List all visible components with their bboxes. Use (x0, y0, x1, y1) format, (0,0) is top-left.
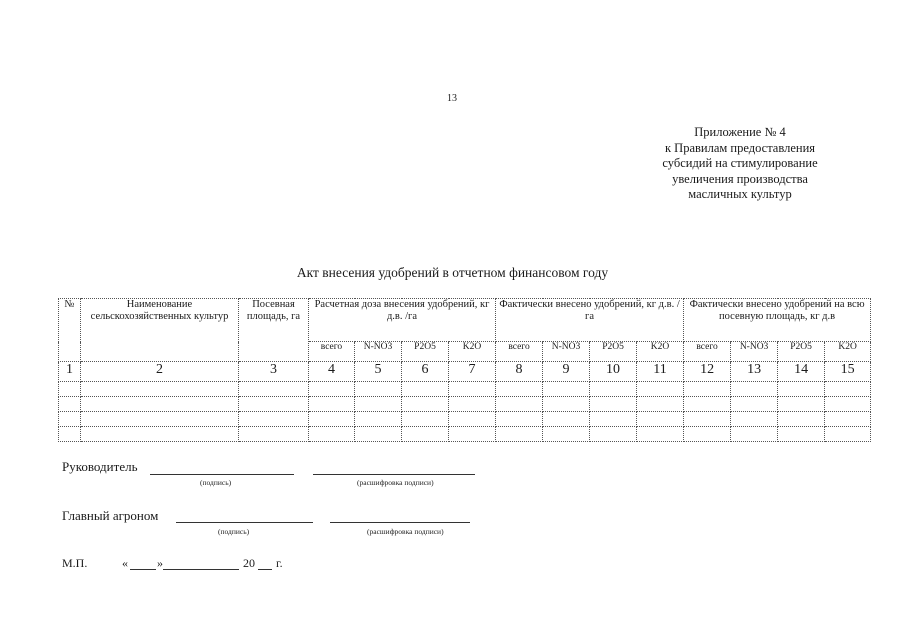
empty-cell[interactable] (449, 382, 496, 397)
column-number: 14 (778, 362, 825, 382)
appendix-line: субсидий на стимулирование (662, 156, 818, 170)
column-number: 3 (239, 362, 309, 382)
column-number: 15 (825, 362, 871, 382)
header-crop-name: Наименование сельскохозяйственных культур (81, 299, 239, 362)
subheader-cell: K2O (825, 342, 871, 362)
empty-cell[interactable] (637, 382, 684, 397)
date-quote-open: « (122, 556, 128, 570)
empty-cell[interactable] (637, 427, 684, 442)
date-month-line[interactable] (163, 569, 239, 570)
table-row (59, 427, 871, 442)
agronomist-label: Главный агроном (62, 508, 159, 523)
empty-cell[interactable] (731, 397, 778, 412)
column-number: 13 (731, 362, 778, 382)
appendix-line: Приложение № 4 (694, 125, 786, 139)
column-number: 7 (449, 362, 496, 382)
empty-cell[interactable] (684, 427, 731, 442)
empty-cell[interactable] (81, 382, 239, 397)
manager-name-line[interactable] (313, 474, 475, 475)
empty-cell[interactable] (59, 427, 81, 442)
manager-name-caption: (расшифровка подписи) (357, 478, 434, 487)
empty-cell[interactable] (309, 382, 355, 397)
header-calculated-dose: Расчетная доза внесения удобрений, кг д.в. /га (309, 299, 496, 342)
seal-label: М.П. (62, 556, 88, 570)
manager-sign-caption: (подпись) (200, 478, 232, 487)
empty-cell[interactable] (778, 382, 825, 397)
column-number: 1 (59, 362, 81, 382)
empty-cell[interactable] (355, 412, 402, 427)
empty-cell[interactable] (449, 412, 496, 427)
empty-cell[interactable] (825, 412, 871, 427)
empty-cell[interactable] (81, 412, 239, 427)
empty-cell[interactable] (239, 412, 309, 427)
empty-cell[interactable] (590, 427, 637, 442)
column-number: 10 (590, 362, 637, 382)
empty-cell[interactable] (402, 412, 449, 427)
date-quote-close: » (157, 556, 163, 570)
empty-cell[interactable] (684, 397, 731, 412)
empty-cell[interactable] (543, 397, 590, 412)
empty-cell[interactable] (239, 397, 309, 412)
empty-cell[interactable] (402, 427, 449, 442)
empty-cell[interactable] (402, 382, 449, 397)
column-number-row (59, 362, 871, 382)
subheader-cell: N-NO3 (355, 342, 402, 362)
empty-cell[interactable] (496, 397, 543, 412)
empty-cell[interactable] (731, 412, 778, 427)
act-title: Акт внесения удобрений в отчетном финансовом году (296, 265, 609, 280)
subheader-cell: P2O5 (402, 342, 449, 362)
subheader-cell: всего (496, 342, 543, 362)
empty-cell[interactable] (59, 412, 81, 427)
date-year-line[interactable] (258, 569, 272, 570)
subheader-cell: K2O (449, 342, 496, 362)
subheader-cell: K2O (637, 342, 684, 362)
empty-cell[interactable] (778, 412, 825, 427)
column-number: 2 (81, 362, 239, 382)
date-year-suffix: г. (276, 556, 283, 570)
empty-cell[interactable] (496, 382, 543, 397)
empty-cell[interactable] (309, 412, 355, 427)
empty-cell[interactable] (825, 382, 871, 397)
column-number: 5 (355, 362, 402, 382)
manager-signature-line[interactable] (150, 474, 294, 475)
agronomist-name-line[interactable] (330, 522, 470, 523)
empty-cell[interactable] (59, 397, 81, 412)
empty-cell[interactable] (309, 427, 355, 442)
empty-cell[interactable] (590, 412, 637, 427)
date-year-prefix: 20 (243, 556, 255, 570)
header-actual-total: Фактически внесено удобрений на всю посевную площадь, кг д.в (684, 299, 871, 342)
empty-cell[interactable] (309, 397, 355, 412)
empty-cell[interactable] (59, 382, 81, 397)
empty-cell[interactable] (590, 382, 637, 397)
agronomist-signature-line[interactable] (176, 522, 313, 523)
subheader-cell: всего (684, 342, 731, 362)
empty-cell[interactable] (239, 427, 309, 442)
fertilizer-table (58, 298, 871, 442)
empty-cell[interactable] (543, 382, 590, 397)
empty-cell[interactable] (778, 427, 825, 442)
subheader-cell: всего (309, 342, 355, 362)
appendix-heading (630, 125, 850, 203)
empty-cell[interactable] (355, 427, 402, 442)
empty-cell[interactable] (355, 397, 402, 412)
table-row (59, 412, 871, 427)
appendix-line: увеличения производства (672, 171, 808, 186)
manager-label: Руководитель (62, 459, 138, 474)
appendix-line: масличных культур (688, 187, 792, 201)
column-number: 9 (543, 362, 590, 382)
header-no: № (59, 299, 81, 362)
agronomist-name-caption: (расшифровка подписи) (367, 527, 444, 536)
table-row (59, 382, 871, 397)
header-actual-applied: Фактически внесено удобрений, кг д.в. /га (496, 299, 684, 342)
empty-cell[interactable] (543, 412, 590, 427)
agronomist-sign-caption: (подпись) (218, 527, 250, 536)
table-row (59, 397, 871, 412)
empty-cell[interactable] (496, 427, 543, 442)
subheader-cell: P2O5 (778, 342, 825, 362)
empty-cell[interactable] (402, 397, 449, 412)
empty-cell[interactable] (449, 397, 496, 412)
empty-cell[interactable] (81, 397, 239, 412)
empty-cell[interactable] (637, 412, 684, 427)
column-number: 8 (496, 362, 543, 382)
column-number: 12 (684, 362, 731, 382)
empty-cell[interactable] (731, 382, 778, 397)
column-number: 11 (637, 362, 684, 382)
appendix-line: к Правилам предоставления (664, 140, 816, 155)
empty-cell[interactable] (637, 397, 684, 412)
empty-cell[interactable] (731, 427, 778, 442)
empty-cell[interactable] (239, 382, 309, 397)
empty-cell[interactable] (590, 397, 637, 412)
empty-cell[interactable] (496, 412, 543, 427)
column-number: 4 (309, 362, 355, 382)
empty-cell[interactable] (543, 427, 590, 442)
empty-cell[interactable] (684, 382, 731, 397)
subheader-cell: N-NO3 (731, 342, 778, 362)
empty-cell[interactable] (684, 412, 731, 427)
header-sown-area: Посевная площадь, га (239, 299, 309, 362)
column-number: 6 (402, 362, 449, 382)
page-number: 13 (447, 93, 457, 104)
empty-cell[interactable] (825, 397, 871, 412)
empty-cell[interactable] (355, 382, 402, 397)
date-day-line[interactable] (130, 569, 156, 570)
empty-cell[interactable] (81, 427, 239, 442)
empty-cell[interactable] (449, 427, 496, 442)
subheader-cell: P2O5 (590, 342, 637, 362)
empty-cell[interactable] (825, 427, 871, 442)
subheader-cell: N-NO3 (543, 342, 590, 362)
empty-cell[interactable] (778, 397, 825, 412)
